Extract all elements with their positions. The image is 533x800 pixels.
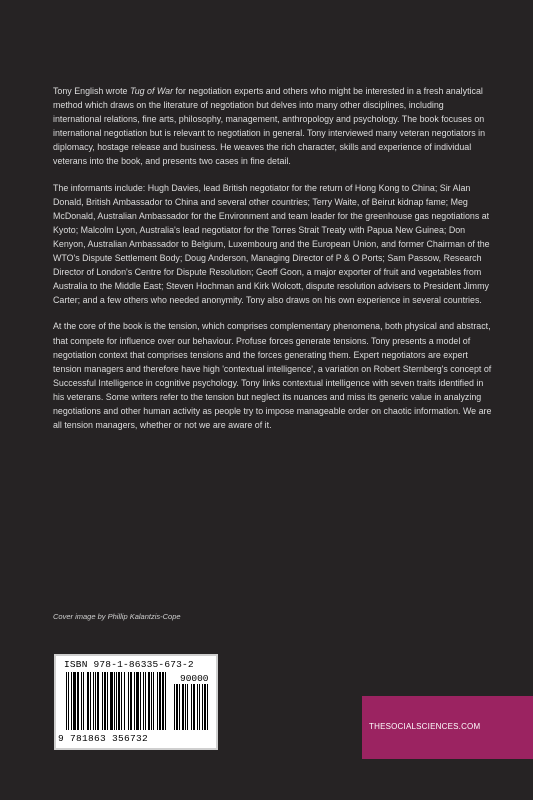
barcode-bar <box>151 672 152 730</box>
blurb-text: for negotiation experts and others who might be interested in a fresh analytical method which draws on the literature of negotiation but delves into many other disciplines, including international relations, fine arts, philosophy, management, anthropology and psychology. The book focuses on international negotiation but is relevant to negotiation in general. Tony interviewed many veteran negotiators in diplomacy, hostage release and business. He weaves the rich character, skills and experience of individual veterans into the book, and presents two cases in fine detail. <box>53 86 486 167</box>
barcode-bar <box>124 672 125 730</box>
barcode-bar <box>90 672 91 730</box>
blurb-paragraph-2: The informants include: Hugh Davies, lead British negotiator for the return of Hong Kong to China; Sir Alan Donald, British Ambassador to China and several other countries; Terry Waite, of Beirut kidnap fame; Meg McDonald, Australian Ambassador for the Environment and team leader for the greenhouse gas negotiations at Kyoto; Malcolm Lyon, Australia's lead negotiator for the Torres Strait Treaty with Papua New Guinea; Don Kenyon, Australian Ambassador to Belgium, Luxembourg and the European Union, and former Chairman of the WTO's Dispute Settlement Body; Doug Anderson, Managing Director of P & O Ports; Sam Passow, Research Director of London's Centre for Dispute Resolution; Geoff Goon, a major exporter of fruit and vegetables from Australia to the Middle East; Steven Hochman and Kirk Wolcott, dispute resolution advisers to President Jimmy Carter; and a few others who needed anonymity. Tony also draws on his own experience in several countries. <box>53 182 490 306</box>
barcode-bar <box>187 684 188 730</box>
barcode-bar <box>81 672 82 730</box>
barcode-bar <box>118 672 120 730</box>
barcode-bar <box>140 672 141 730</box>
barcode-bar <box>128 672 129 730</box>
barcode-bar <box>87 672 89 730</box>
barcode-bar <box>93 672 94 730</box>
blurb-text: Tony English wrote <box>53 86 130 96</box>
barcode-bar <box>157 672 158 730</box>
back-cover-blurb <box>53 84 493 444</box>
barcode-bar <box>68 672 69 730</box>
isbn-barcode <box>54 654 218 750</box>
ean-digits: 9 781863 356732 <box>58 733 149 744</box>
barcode-bar <box>110 672 113 730</box>
barcode-bar <box>73 672 76 730</box>
barcode-bar <box>159 672 161 730</box>
barcode-bar <box>114 672 115 730</box>
barcode-bar <box>176 684 178 730</box>
barcode-bar <box>153 672 154 730</box>
barcode-bar <box>104 672 106 730</box>
barcode-bar <box>121 672 122 730</box>
blurb-paragraph-3: At the core of the book is the tension, which comprises complementary phenomena, both physical and abstract, that compete for influence over our behaviour. Profuse forces generate tensions. Tony presents a model of negotiation context that comprises tensions and the forces generating them. Expert negotiators are expert tension managers and therefore have high 'contextual intelligence', a variation on Robert Sternberg's concept of Successful Intelligence in cognitive psychology. Tony links contextual intelligence with seven traits identified in his veterans. Some writers refer to the tension but neglect its nuances and miss its generic value in analyzing negotiations and other human activity as people try to impose manageable order on chaotic information. We are all tension managers, whether or not we are aware of it. <box>53 321 492 431</box>
publisher-name: THESOCIALSCIENCES.COM <box>369 722 481 731</box>
barcode-bar <box>207 684 208 730</box>
barcode-bar <box>193 684 195 730</box>
barcode-bar <box>102 672 103 730</box>
barcode-bar <box>145 672 146 730</box>
barcode-bar <box>97 672 99 730</box>
barcode-bar <box>95 672 96 730</box>
barcode-bar <box>165 672 166 730</box>
barcode-bar <box>130 672 132 730</box>
barcode-bar <box>136 672 139 730</box>
barcode-bar <box>143 672 144 730</box>
price-code: 90000 <box>180 673 209 684</box>
publisher-banner <box>362 696 533 759</box>
barcode-bar <box>204 684 206 730</box>
barcode-bar <box>197 684 198 730</box>
barcode-bar <box>191 684 192 730</box>
barcode-bar <box>202 684 203 730</box>
barcode-bar <box>71 672 72 730</box>
barcode-bar <box>199 684 200 730</box>
barcode-bar <box>148 672 150 730</box>
barcode-bar <box>116 672 117 730</box>
barcode-bar <box>107 672 108 730</box>
blurb-paragraph-1 <box>53 84 493 169</box>
barcode-bar <box>134 672 135 730</box>
price-barcode-bars <box>174 684 214 732</box>
barcode-bar <box>179 684 180 730</box>
barcode-bar <box>185 684 186 730</box>
barcode-bar <box>66 672 67 730</box>
barcode-bar <box>174 684 175 730</box>
isbn-label: ISBN 978-1-86335-673-2 <box>64 659 194 670</box>
ean-barcode-bars <box>66 672 174 732</box>
cover-image-credit: Cover image by Phillip Kalantzis-Cope <box>53 612 181 621</box>
book-title-italic: Tug of War <box>129 86 174 96</box>
barcode-bar <box>83 672 84 730</box>
barcode-bar <box>182 684 184 730</box>
barcode-bar <box>77 672 79 730</box>
barcode-bar <box>162 672 164 730</box>
